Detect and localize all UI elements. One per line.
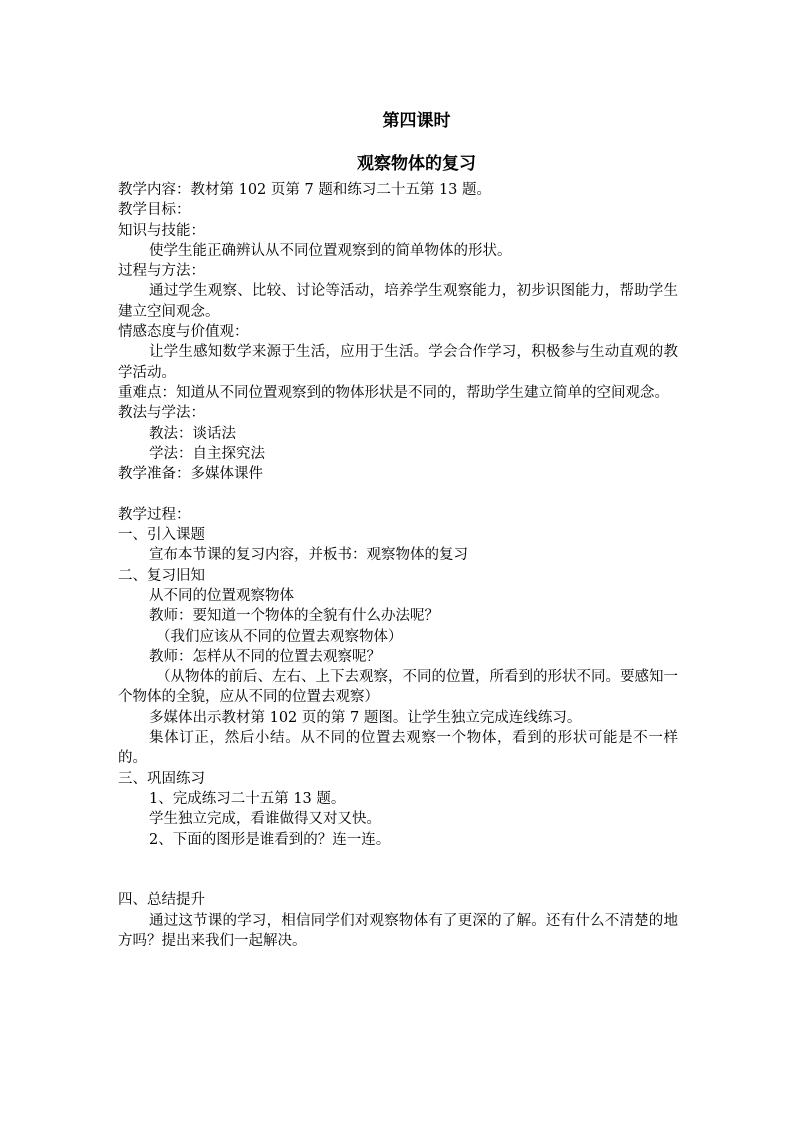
section-2-line-3: （我们应该从不同的位置去观察物体） <box>156 628 403 645</box>
knowledge-text: 使学生能正确辨认从不同位置观察到的简单物体的形状。 <box>149 242 512 259</box>
teaching-method: 教法：谈话法 <box>149 425 236 442</box>
process-text: 通过学生观察、比较、讨论等活动，培养学生观察能力，初步识图能力，帮助学生建立空间观念。 <box>118 283 678 320</box>
teaching-content: 教学内容：教材第 102 页第 7 题和练习二十五第 13 题。 <box>118 182 492 198</box>
section-3-heading: 三、巩固练习 <box>118 770 205 787</box>
section-1-heading: 一、引入课题 <box>118 527 205 544</box>
section-4-heading: 四、总结提升 <box>118 892 205 909</box>
teaching-preparation: 教学准备：多媒体课件 <box>118 466 263 483</box>
lesson-subtitle: 观察物体的复习 <box>357 154 476 174</box>
document-body <box>118 180 678 951</box>
learning-method: 学法：自主探究法 <box>149 445 265 462</box>
methods-heading: 教法与学法： <box>118 405 205 422</box>
section-1-text: 宣布本节课的复习内容，并板书：观察物体的复习 <box>149 547 468 564</box>
attitude-text: 让学生感知数学来源于生活，应用于生活。学会合作学习，积极参与生动直观的教学活动。 <box>118 344 678 381</box>
section-3-line-3: 2、下面的图形是谁看到的？连一连。 <box>149 831 391 848</box>
process-title: 教学过程： <box>118 506 191 523</box>
key-points: 重难点：知道从不同位置观察到的物体形状是不同的，帮助学生建立简单的空间观念。 <box>118 384 669 401</box>
lesson-title: 第四课时 <box>382 111 451 131</box>
section-3-line-2: 学生独立完成，看谁做得又对又快。 <box>149 811 381 828</box>
section-2-line-1: 从不同的位置观察物体 <box>149 587 294 604</box>
knowledge-heading: 知识与技能： <box>118 222 205 239</box>
section-3-line-1: 1、完成练习二十五第 13 题。 <box>149 790 346 807</box>
section-4-text: 通过这节课的学习，相信同学们对观察物体有了更深的了解。还有什么不清楚的地方吗？提出来我们一起解决。 <box>118 912 678 949</box>
section-2-line-4: 教师：怎样从不同的位置去观察呢？ <box>149 648 381 665</box>
spacer <box>118 850 678 891</box>
section-2-heading: 二、复习旧知 <box>118 567 205 584</box>
section-2-line-7: 集体订正，然后小结。从不同的位置去观察一个物体，看到的形状可能是不一样的。 <box>118 730 678 767</box>
section-2-line-5: （从物体的前后、左右、上下去观察，不同的位置，所看到的形状不同。要感知一个物体的全貌，应从不同的位置去观察） <box>118 669 678 706</box>
spacer <box>118 484 678 504</box>
goals-heading: 教学目标： <box>118 202 191 219</box>
section-2-line-2: 教师：要知道一个物体的全貌有什么办法呢？ <box>149 608 439 625</box>
section-2-line-6: 多媒体出示教材第 102 页的第 7 题图。让学生独立完成连线练习。 <box>149 709 582 726</box>
attitude-heading: 情感态度与价值观： <box>118 324 249 341</box>
process-heading: 过程与方法： <box>118 263 205 280</box>
